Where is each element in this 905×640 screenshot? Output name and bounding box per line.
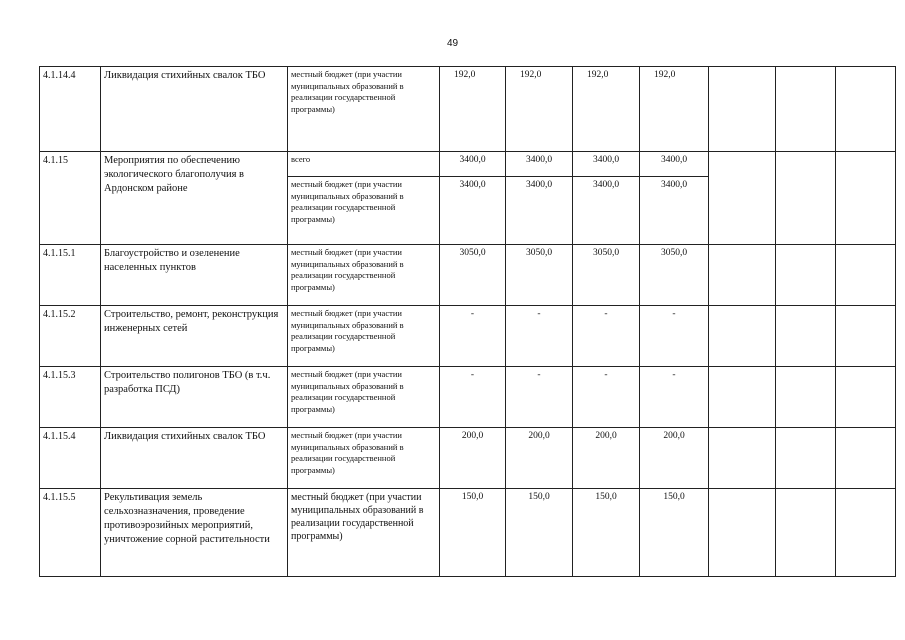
row-value: 200,0 (573, 428, 640, 489)
empty-cell (776, 489, 836, 577)
empty-cell (776, 67, 836, 152)
empty-cell (709, 67, 776, 152)
empty-cell (776, 306, 836, 367)
row-name: Ликвидация стихийных свалок ТБО (101, 428, 288, 489)
empty-cell (836, 489, 896, 577)
empty-cell (836, 152, 896, 245)
row-source: местный бюджет (при участии муниципальных образований в реализации государственной программы) (288, 177, 440, 245)
row-name: Строительство, ремонт, реконструкция инженерных сетей (101, 306, 288, 367)
page-number: 49 (446, 38, 459, 49)
row-name: Ликвидация стихийных свалок ТБО (101, 67, 288, 152)
row-value: 3050,0 (506, 245, 573, 306)
row-value: - (573, 306, 640, 367)
program-table (39, 66, 896, 577)
row-value: 200,0 (640, 428, 709, 489)
row-value: 3400,0 (440, 177, 506, 245)
row-value: - (440, 367, 506, 428)
empty-cell (709, 245, 776, 306)
row-value: 150,0 (440, 489, 506, 577)
empty-cell (709, 152, 776, 245)
row-value-total: 3400,0 (573, 152, 640, 177)
row-value: 192,0 (506, 67, 573, 152)
table-row (40, 489, 896, 577)
table-row (40, 67, 896, 152)
row-value: 3400,0 (506, 177, 573, 245)
row-name: Рекультивация земель сельхозназначения, проведение противоэрозийных мероприятий, уничтожение сорной растительности (101, 489, 288, 577)
row-value: 3050,0 (440, 245, 506, 306)
row-name: Строительство полигонов ТБО (в т.ч. разработка ПСД) (101, 367, 288, 428)
row-source: местный бюджет (при участии муниципальных образований в реализации государственной программы) (288, 306, 440, 367)
row-name: Мероприятия по обеспечению экологического благополучия в Ардонском районе (101, 152, 288, 245)
row-value: - (440, 306, 506, 367)
empty-cell (836, 428, 896, 489)
row-value-total: 3400,0 (440, 152, 506, 177)
table-row (40, 306, 896, 367)
empty-cell (836, 306, 896, 367)
empty-cell (776, 367, 836, 428)
row-value: - (506, 306, 573, 367)
row-value: 150,0 (640, 489, 709, 577)
row-code: 4.1.15.5 (40, 489, 101, 577)
row-value: 3050,0 (640, 245, 709, 306)
row-value: 3050,0 (573, 245, 640, 306)
row-value-total: 3400,0 (506, 152, 573, 177)
row-value: 3400,0 (640, 177, 709, 245)
row-value: - (640, 367, 709, 428)
row-source: местный бюджет (при участии муниципальных образований в реализации государственной программы) (288, 428, 440, 489)
row-value-total: 3400,0 (640, 152, 709, 177)
row-value: 150,0 (506, 489, 573, 577)
row-value: 3400,0 (573, 177, 640, 245)
row-code: 4.1.14.4 (40, 67, 101, 152)
row-source: местный бюджет (при участии муниципальных образований в реализации государственной программы) (288, 489, 440, 577)
empty-cell (776, 245, 836, 306)
empty-cell (709, 367, 776, 428)
table-row (40, 428, 896, 489)
empty-cell (836, 367, 896, 428)
row-code: 4.1.15 (40, 152, 101, 245)
row-name: Благоустройство и озеленение населенных пунктов (101, 245, 288, 306)
row-value: 192,0 (440, 67, 506, 152)
row-value: 192,0 (640, 67, 709, 152)
row-value: - (573, 367, 640, 428)
empty-cell (836, 245, 896, 306)
empty-cell (776, 152, 836, 245)
row-code: 4.1.15.3 (40, 367, 101, 428)
row-code: 4.1.15.4 (40, 428, 101, 489)
row-value: - (506, 367, 573, 428)
row-value: 150,0 (573, 489, 640, 577)
row-source: местный бюджет (при участии муниципальных образований в реализации государственной программы) (288, 367, 440, 428)
empty-cell (776, 428, 836, 489)
row-value: - (640, 306, 709, 367)
empty-cell (709, 428, 776, 489)
row-value: 200,0 (440, 428, 506, 489)
row-source: местный бюджет (при участии муниципальных образований в реализации государственной программы) (288, 67, 440, 152)
table-row (40, 152, 896, 177)
empty-cell (709, 306, 776, 367)
empty-cell (709, 489, 776, 577)
table-row (40, 367, 896, 428)
row-source: местный бюджет (при участии муниципальных образований в реализации государственной программы) (288, 245, 440, 306)
row-source-total: всего (288, 152, 440, 177)
table-row (40, 245, 896, 306)
row-value: 192,0 (573, 67, 640, 152)
row-code: 4.1.15.2 (40, 306, 101, 367)
row-code: 4.1.15.1 (40, 245, 101, 306)
empty-cell (836, 67, 896, 152)
row-value: 200,0 (506, 428, 573, 489)
